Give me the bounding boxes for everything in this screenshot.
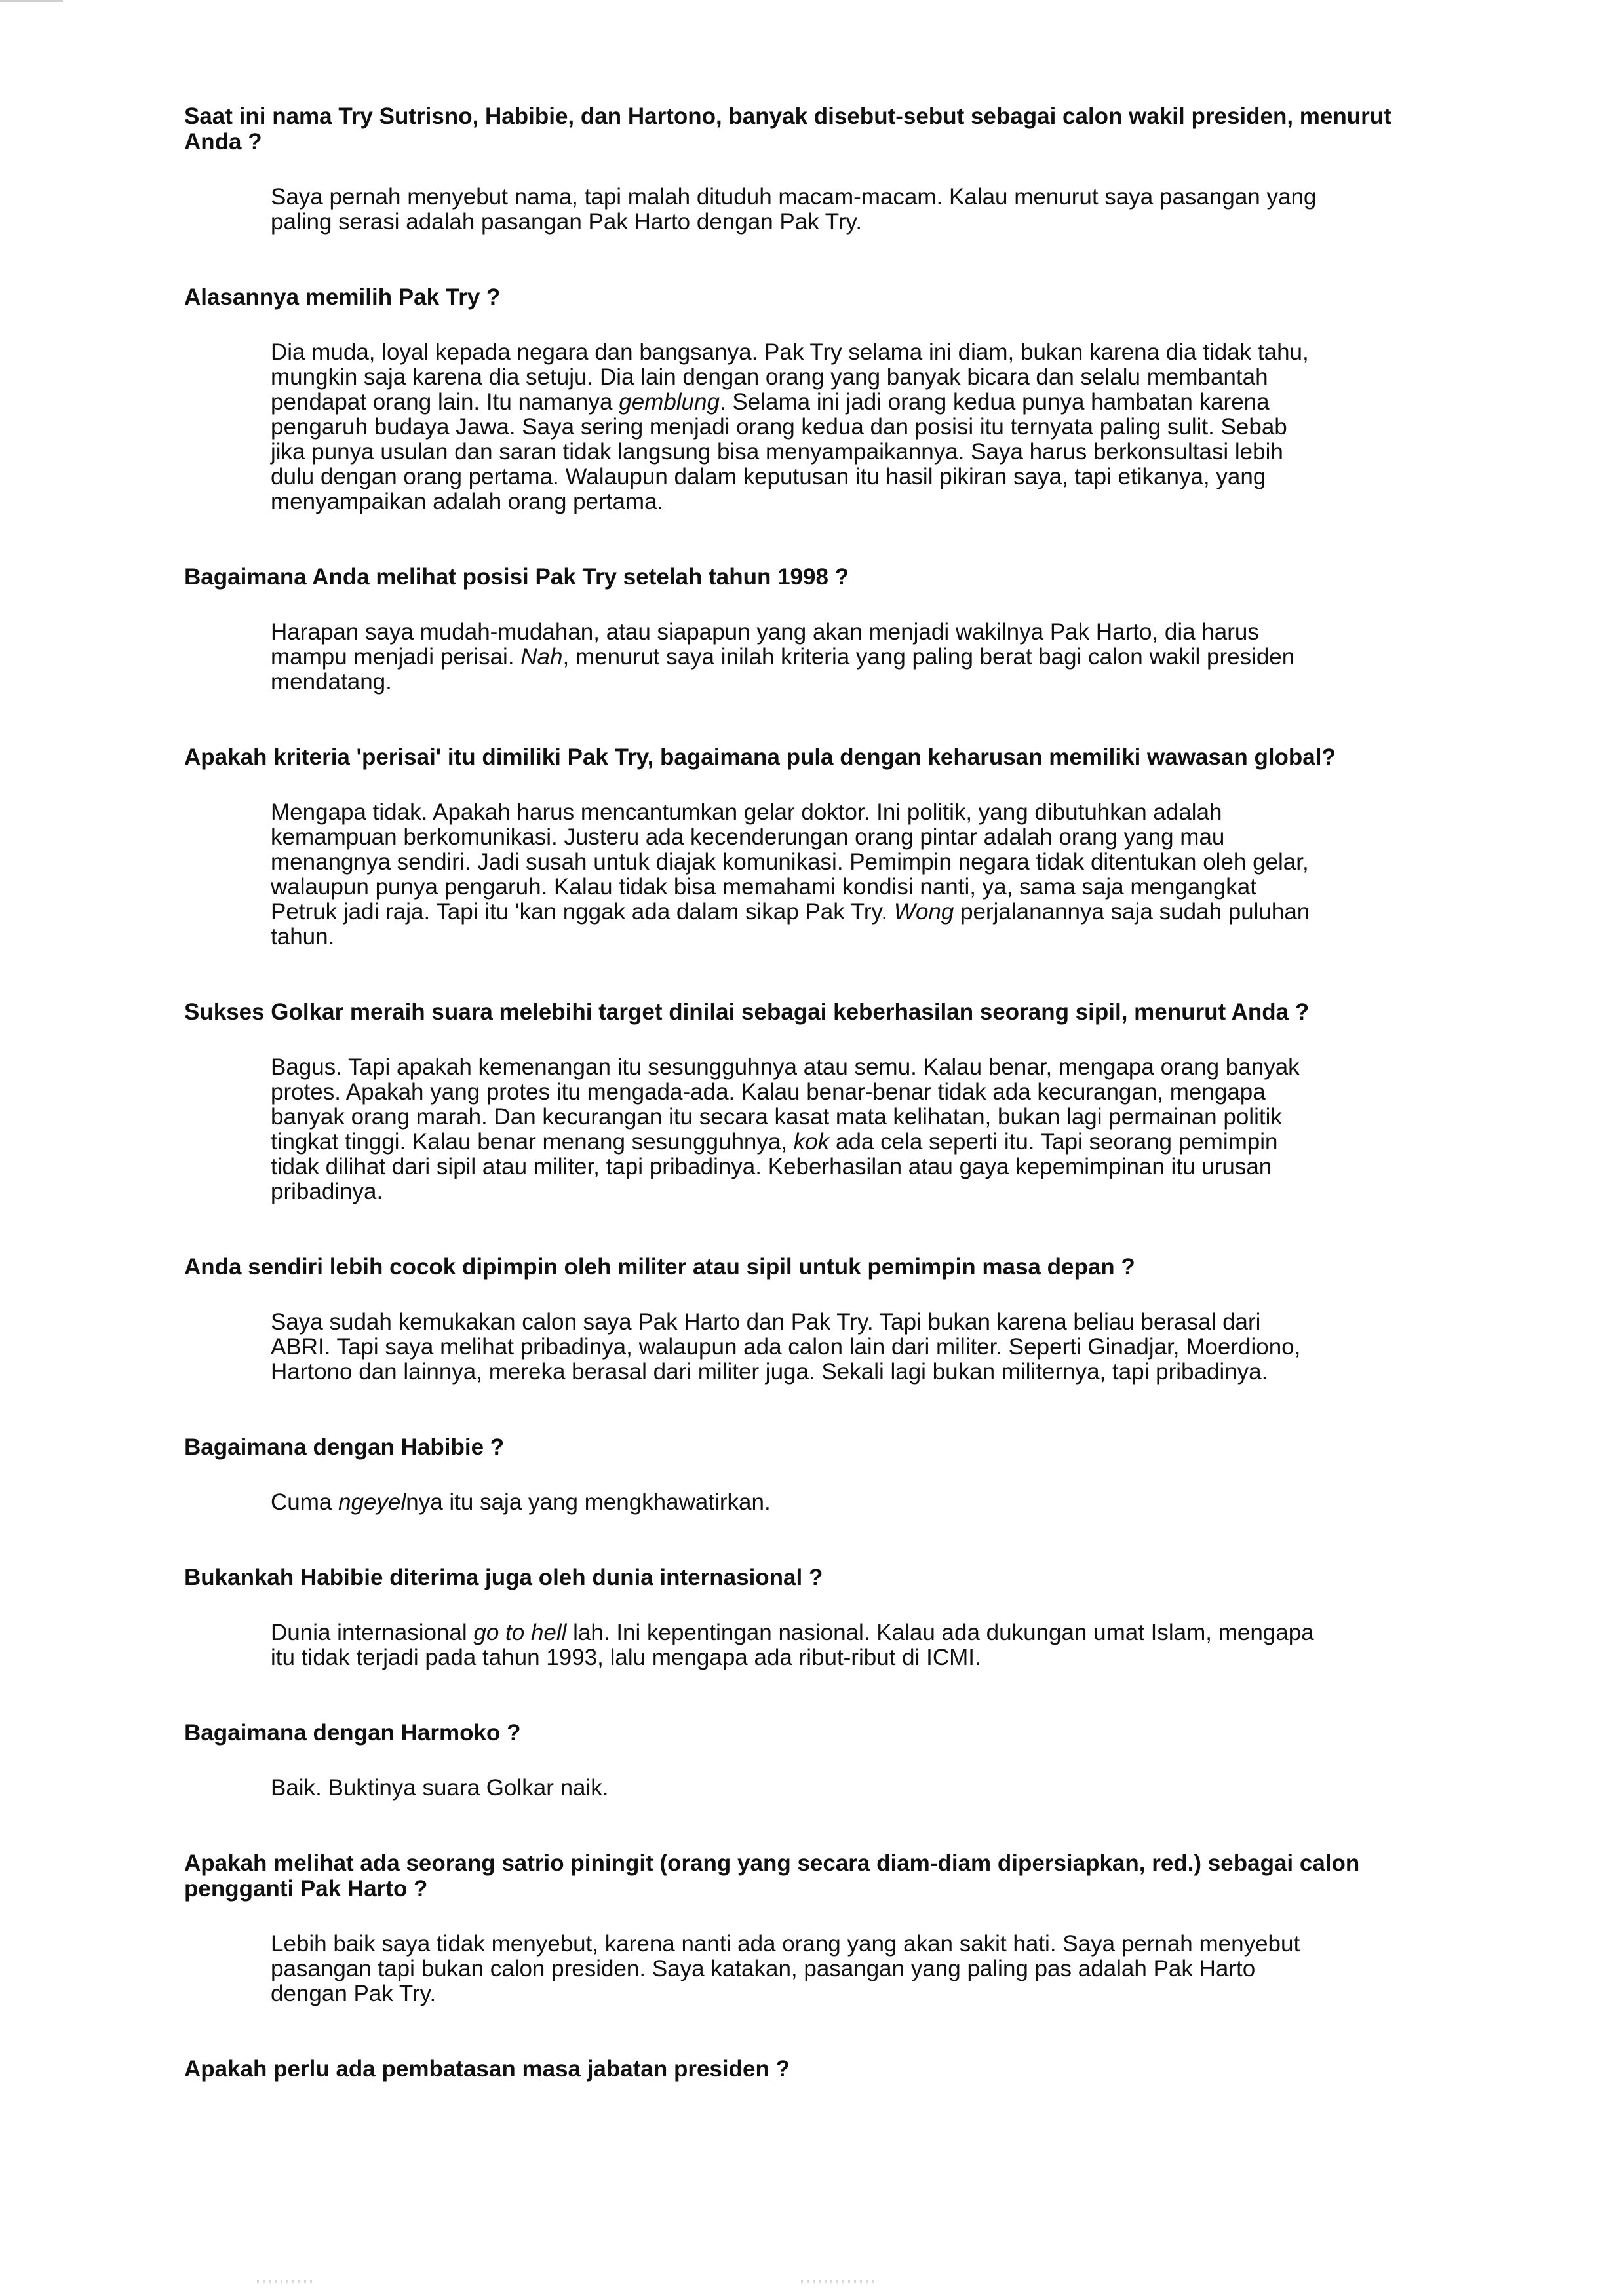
qa-block xyxy=(184,1434,1430,1515)
qa-block xyxy=(184,1850,1430,2006)
qa-block xyxy=(184,564,1430,695)
answer-segment: ada cela seperti itu. Tapi seorang pemimpin tidak dilihat dari sipil atau militer, tapi pribadinya. Keberhasilan atau gaya kepemimpinan itu urusan pribadinya. xyxy=(271,1129,1278,1204)
answer-paragraph xyxy=(271,1932,1319,2006)
answer-paragraph xyxy=(271,185,1319,235)
answer-paragraph xyxy=(271,1620,1319,1670)
answer-text xyxy=(271,1620,1319,1670)
qa-block xyxy=(184,1254,1430,1385)
question-heading: Apakah melihat ada seorang satrio piningit (orang yang secara diam-diam dipersiapkan, red.) sebagai calon pengganti Pak Harto ? xyxy=(184,1850,1360,1902)
answer-segment: Saya pernah menyebut nama, tapi malah dituduh macam-macam. Kalau menurut saya pasangan yang paling serasi adalah pasangan Pak Harto dengan Pak Try. xyxy=(271,184,1317,235)
qa-block xyxy=(184,999,1430,1204)
answer-segment: Bagus. Tapi apakah kemenangan itu sesungguhnya atau semu. Kalau benar, mengapa orang banyak protes. Apakah yang protes itu mengada-ada. Kalau benar-benar tidak ada kecurangan, mengapa banyak orang marah. Dan kecurangan itu secara kasat mata kelihatan, bukan lagi permainan politik tingkat tinggi. Kalau benar menang sesungguhnya, xyxy=(271,1054,1300,1155)
answer-italic-term: gemblung xyxy=(619,389,720,415)
answer-paragraph xyxy=(271,1310,1319,1385)
answer-text xyxy=(271,1932,1319,2006)
interview-transcript xyxy=(184,104,1430,2132)
answer-text xyxy=(271,1776,1319,1801)
answer-segment: . Selama ini jadi orang kedua punya hambatan karena pengaruh budaya Jawa. Saya sering menjadi orang kedua dan posisi itu ternyata paling sulit. Sebab jika punya usulan dan saran tidak langsung bisa menyampaikannya. Saya harus berkonsultasi lebih dulu dengan orang pertama. Walaupun dalam keputusan itu hasil pikiran saya, tapi etikanya, yang menyampaikan adalah orang pertama. xyxy=(271,389,1287,514)
answer-text xyxy=(271,620,1319,695)
question-heading: Bagaimana dengan Harmoko ? xyxy=(184,1720,521,1746)
answer-italic-term: kok xyxy=(793,1129,830,1155)
answer-italic-term: Nah xyxy=(520,644,563,670)
question-heading: Alasannya memilih Pak Try ? xyxy=(184,284,501,310)
question-heading: Sukses Golkar meraih suara melebihi target dinilai sebagai keberhasilan seorang sipil, menurut Anda ? xyxy=(184,999,1310,1025)
answer-text xyxy=(271,185,1319,235)
answer-segment: Lebih baik saya tidak menyebut, karena nanti ada orang yang akan sakit hati. Saya pernah menyebut pasangan tapi bukan calon presiden. Saya katakan, pasangan yang paling pas adalah Pak Harto dengan Pak Try. xyxy=(271,1931,1300,2006)
question-heading: Apakah kriteria 'perisai' itu dimiliki Pak Try, bagaimana pula dengan keharusan memiliki wawasan global? xyxy=(184,744,1336,770)
answer-segment: Dunia internasional xyxy=(271,1620,474,1645)
answer-paragraph xyxy=(271,800,1319,949)
answer-text xyxy=(271,1310,1319,1385)
scan-artifact xyxy=(0,0,63,2)
qa-block xyxy=(184,104,1430,235)
answer-segment: Baik. Buktinya suara Golkar naik. xyxy=(271,1775,609,1801)
answer-text xyxy=(271,1490,1319,1515)
question-heading: Bagaimana Anda melihat posisi Pak Try setelah tahun 1998 ? xyxy=(184,564,849,590)
answer-paragraph xyxy=(271,1055,1319,1204)
answer-text xyxy=(271,1055,1319,1204)
answer-paragraph xyxy=(271,340,1319,514)
answer-segment: Dia muda, loyal kepada negara dan bangsanya. Pak Try selama ini diam, bukan karena dia tidak tahu, mungkin saja karena dia setuju. Dia lain dengan orang yang banyak bicara dan selalu membantah pendapat orang lain. Itu namanya xyxy=(271,339,1309,415)
answer-italic-term: Wong xyxy=(893,899,954,925)
question-heading: Anda sendiri lebih cocok dipimpin oleh militer atau sipil untuk pemimpin masa depan ? xyxy=(184,1254,1135,1280)
answer-segment: Saya sudah kemukakan calon saya Pak Harto dan Pak Try. Tapi bukan karena beliau berasal dari ABRI. Tapi saya melihat pribadinya, walaupun ada calon lain dari militer. Seperti Ginadjar, Moerdiono, Hartono dan lainnya, mereka berasal dari militer juga. Sekali lagi bukan militernya, tapi pribadinya. xyxy=(271,1309,1301,1385)
answer-paragraph xyxy=(271,1490,1319,1515)
qa-block xyxy=(184,284,1430,514)
question-heading: Bagaimana dengan Habibie ? xyxy=(184,1434,505,1460)
question-heading: Apakah perlu ada pembatasan masa jabatan presiden ? xyxy=(184,2056,790,2082)
scan-artifact xyxy=(801,2280,874,2283)
answer-segment: Mengapa tidak. Apakah harus mencantumkan gelar doktor. Ini politik, yang dibutuhkan adalah kemampuan berkomunikasi. Justeru ada kecenderungan orang pintar adalah orang yang mau menangnya sendiri. Jadi susah untuk diajak komunikasi. Pemimpin negara tidak ditentukan oleh gelar, walaupun punya pengaruh. Kalau tidak bisa memahami kondisi nanti, ya, sama saja mengangkat Petruk jadi raja. Tapi itu 'kan nggak ada dalam sikap Pak Try. xyxy=(271,799,1309,925)
qa-block xyxy=(184,744,1430,949)
scan-artifact xyxy=(257,2280,316,2283)
question-heading: Bukankah Habibie diterima juga oleh dunia internasional ? xyxy=(184,1565,823,1590)
answer-segment: lah. Ini kepentingan nasional. Kalau ada dukungan umat Islam, mengapa itu tidak terjadi pada tahun 1993, lalu mengapa ada ribut-ribut di ICMI. xyxy=(271,1620,1314,1670)
answer-italic-term: go to hell xyxy=(473,1620,567,1645)
answer-segment: perjalanannya saja sudah puluhan tahun. xyxy=(271,899,1310,949)
qa-block xyxy=(184,1720,1430,1801)
qa-block xyxy=(184,1565,1430,1670)
answer-paragraph xyxy=(271,620,1319,695)
answer-text xyxy=(271,340,1319,514)
qa-block xyxy=(184,2056,1430,2082)
answer-segment: , menurut saya inilah kriteria yang paling berat bagi calon wakil presiden mendatang. xyxy=(271,644,1295,695)
answer-italic-term: ngeyel xyxy=(338,1489,406,1515)
answer-text xyxy=(271,800,1319,949)
answer-paragraph xyxy=(271,1776,1319,1801)
question-heading: Saat ini nama Try Sutrisno, Habibie, dan Hartono, banyak disebut-sebut sebagai calon wakil presiden, menurut Anda ? xyxy=(184,104,1391,155)
answer-segment: Harapan saya mudah-mudahan, atau siapapun yang akan menjadi wakilnya Pak Harto, dia harus mampu menjadi perisai. xyxy=(271,619,1259,670)
answer-segment: nya itu saja yang mengkhawatirkan. xyxy=(406,1489,771,1515)
answer-segment: Cuma xyxy=(271,1489,339,1515)
